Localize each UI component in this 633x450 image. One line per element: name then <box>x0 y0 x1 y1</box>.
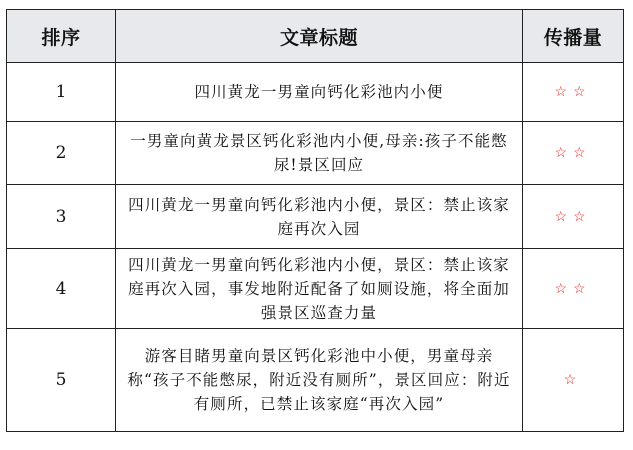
rank-cell: 5 <box>7 329 116 432</box>
table-header <box>7 10 624 63</box>
article-title-cell: 四川黄龙一男童向钙化彩池内小便，景区：禁止该家庭再次入园 <box>116 185 523 249</box>
table-row <box>7 249 624 329</box>
rank-cell: 4 <box>7 249 116 329</box>
header-spread: 传播量 <box>523 10 624 63</box>
header-title: 文章标题 <box>116 10 523 63</box>
table-row <box>7 122 624 185</box>
spread-stars-icon: ☆☆ <box>523 122 624 185</box>
table-body <box>7 63 624 432</box>
article-title-cell: 四川黄龙一男童向钙化彩池内小便，景区：禁止该家庭再次入园，事发地附近配备了如厕设施，将全面加强景区巡查力量 <box>116 249 523 329</box>
article-title-cell: 一男童向黄龙景区钙化彩池内小便,母亲:孩子不能憋尿!景区回应 <box>116 122 523 185</box>
header-row <box>7 10 624 63</box>
header-rank: 排序 <box>7 10 116 63</box>
spread-stars-icon: ☆☆ <box>523 249 624 329</box>
rank-cell: 1 <box>7 63 116 122</box>
spread-stars-icon: ☆☆ <box>523 185 624 249</box>
rank-cell: 2 <box>7 122 116 185</box>
table-row <box>7 329 624 432</box>
spread-stars-icon: ☆☆ <box>523 63 624 122</box>
table-row <box>7 63 624 122</box>
table-row <box>7 185 624 249</box>
article-spread-table <box>6 9 624 432</box>
article-title-cell: 游客目睹男童向景区钙化彩池中小便，男童母亲称“孩子不能憋尿，附近没有厕所”，景区回应：附近有厕所，已禁止该家庭“再次入园” <box>116 329 523 432</box>
article-title-cell: 四川黄龙一男童向钙化彩池内小便 <box>116 63 523 122</box>
rank-cell: 3 <box>7 185 116 249</box>
spread-stars-icon: ☆ <box>523 329 624 432</box>
